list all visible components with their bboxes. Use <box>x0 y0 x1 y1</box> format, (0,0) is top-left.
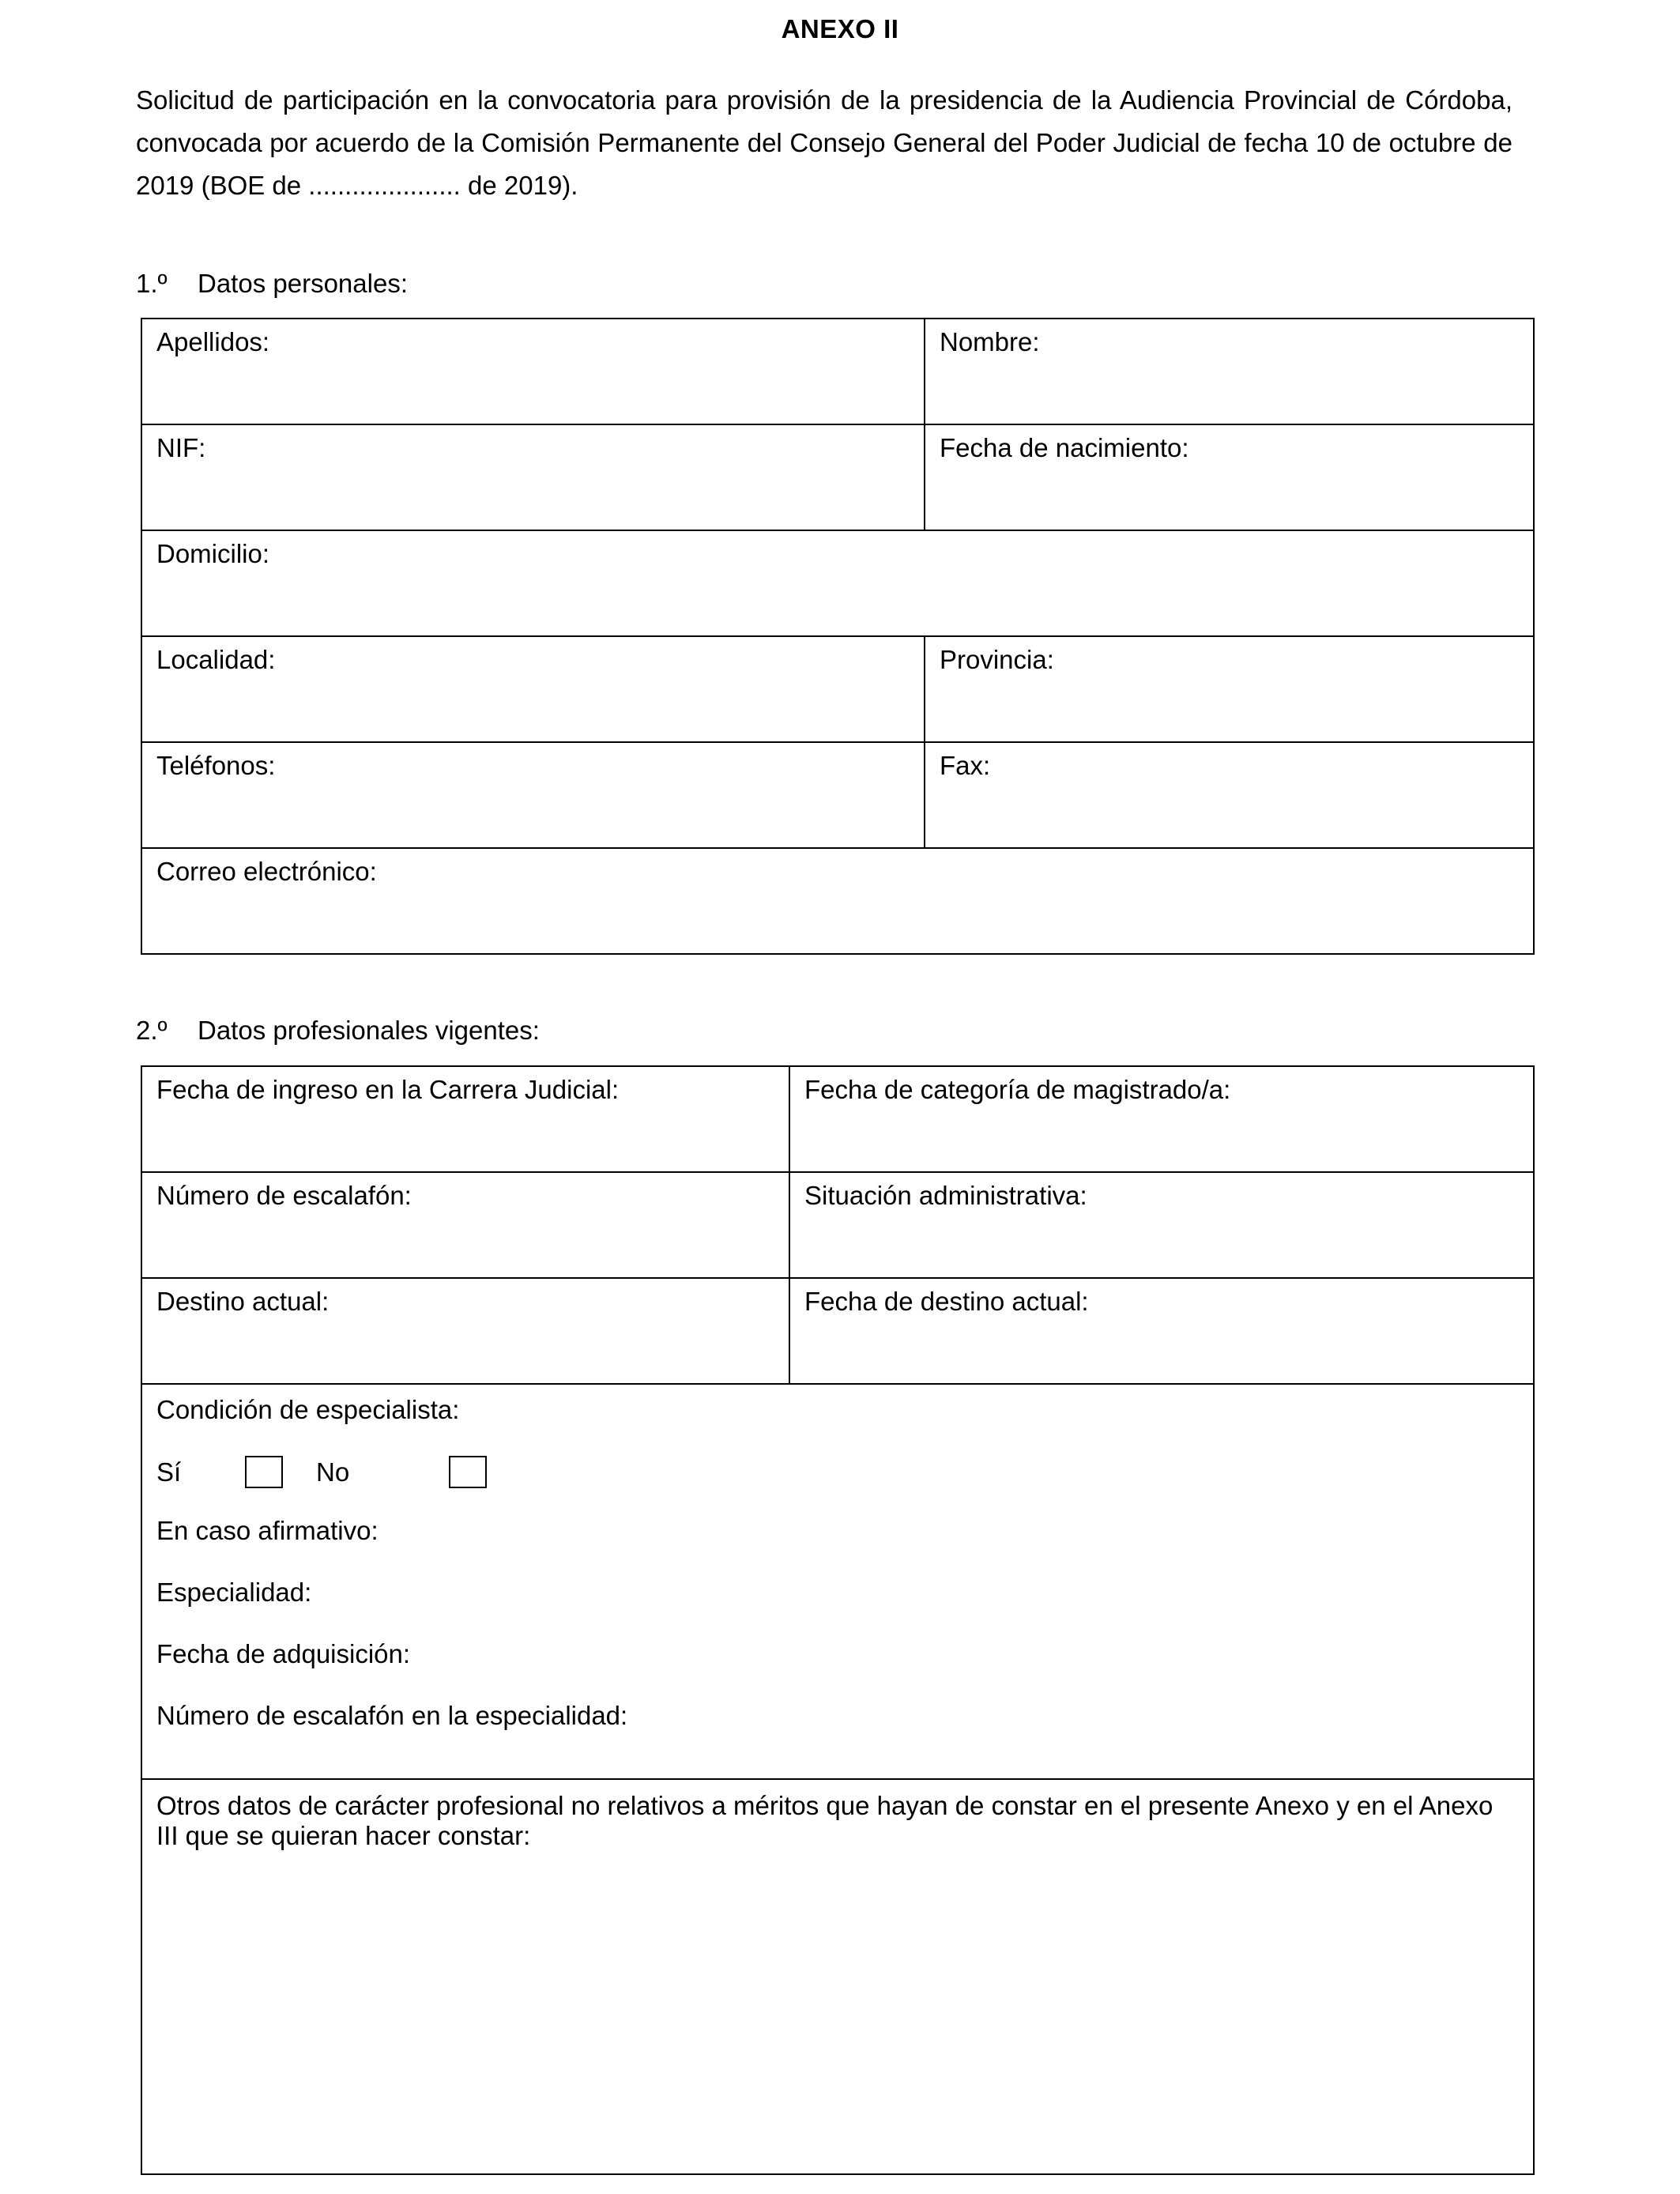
fecha-adquisicion-label[interactable]: Fecha de adquisición: <box>156 1639 411 1668</box>
apellidos-label: Apellidos: <box>156 327 270 356</box>
provincia-label: Provincia: <box>940 645 1054 674</box>
yes-label: Sí <box>156 1457 182 1487</box>
telefonos-label: Teléfonos: <box>156 751 276 780</box>
fecha-categoria-field[interactable] <box>789 1065 1535 1173</box>
destino-field[interactable] <box>141 1277 790 1385</box>
fecha-nacimiento-field[interactable] <box>924 424 1535 531</box>
telefonos-field[interactable] <box>141 741 925 849</box>
fecha-destino-label: Fecha de destino actual: <box>804 1287 1089 1316</box>
fax-label: Fax: <box>940 751 991 780</box>
yes-checkbox[interactable] <box>245 1456 283 1488</box>
nif-label: NIF: <box>156 433 206 462</box>
intro-paragraph: Solicitud de participación en la convocatoria para provisión de la presidencia de la Audiencia Provincial de Córdoba, convocada por acuerdo de la Comisión Permanente del Consejo General del Poder Judicial de fecha 10 de octubre de 2019 (BOE de ..................... de 2019). <box>136 85 1512 200</box>
document-title: ANEXO II <box>781 14 899 43</box>
section1-heading <box>136 269 408 299</box>
situacion-field[interactable] <box>789 1171 1535 1279</box>
fecha-categoria-label: Fecha de categoría de magistrado/a: <box>804 1075 1231 1104</box>
provincia-field[interactable] <box>924 635 1535 743</box>
otros-datos-label: Otros datos de carácter profesional no relativos a méritos que hayan de constar en el presente Anexo y en el Anexo III que se quieran hacer constar: <box>156 1791 1494 1850</box>
fecha-nacimiento-label: Fecha de nacimiento: <box>940 433 1189 462</box>
correo-label: Correo electrónico: <box>156 857 377 886</box>
no-label: No <box>316 1457 350 1487</box>
numero-escalafon-field[interactable] <box>141 1171 790 1279</box>
especialista-block <box>141 1383 1535 1780</box>
especialidad-label[interactable]: Especialidad: <box>156 1578 312 1607</box>
localidad-field[interactable] <box>141 635 925 743</box>
especialista-label: Condición de especialista: <box>156 1395 460 1424</box>
especialista-options <box>156 1456 1519 1488</box>
section2-heading <box>136 1016 540 1046</box>
fecha-ingreso-label: Fecha de ingreso en la Carrera Judicial: <box>156 1075 620 1104</box>
numero-escalafon-especialidad-label[interactable]: Número de escalafón en la especialidad: <box>156 1701 628 1730</box>
fax-field[interactable] <box>924 741 1535 849</box>
domicilio-label: Domicilio: <box>156 539 270 568</box>
fecha-destino-field[interactable] <box>789 1277 1535 1385</box>
numero-escalafon-label: Número de escalafón: <box>156 1181 412 1210</box>
situacion-label: Situación administrativa: <box>804 1181 1087 1210</box>
nombre-field[interactable] <box>924 318 1535 425</box>
no-checkbox[interactable] <box>449 1456 487 1488</box>
apellidos-field[interactable] <box>141 318 925 425</box>
correo-field[interactable] <box>141 847 1535 955</box>
section2-number: 2.º <box>136 1016 168 1045</box>
localidad-label: Localidad: <box>156 645 276 674</box>
otros-datos-field[interactable] <box>141 1778 1535 2175</box>
section1-number: 1.º <box>136 269 168 298</box>
destino-label: Destino actual: <box>156 1287 330 1316</box>
section1-title: Datos personales: <box>198 269 408 298</box>
affirmative-label: En caso afirmativo: <box>156 1516 379 1545</box>
section2-title: Datos profesionales vigentes: <box>198 1016 540 1045</box>
fecha-ingreso-field[interactable] <box>141 1065 790 1173</box>
domicilio-field[interactable] <box>141 530 1535 637</box>
nif-field[interactable] <box>141 424 925 531</box>
nombre-label: Nombre: <box>940 327 1040 356</box>
